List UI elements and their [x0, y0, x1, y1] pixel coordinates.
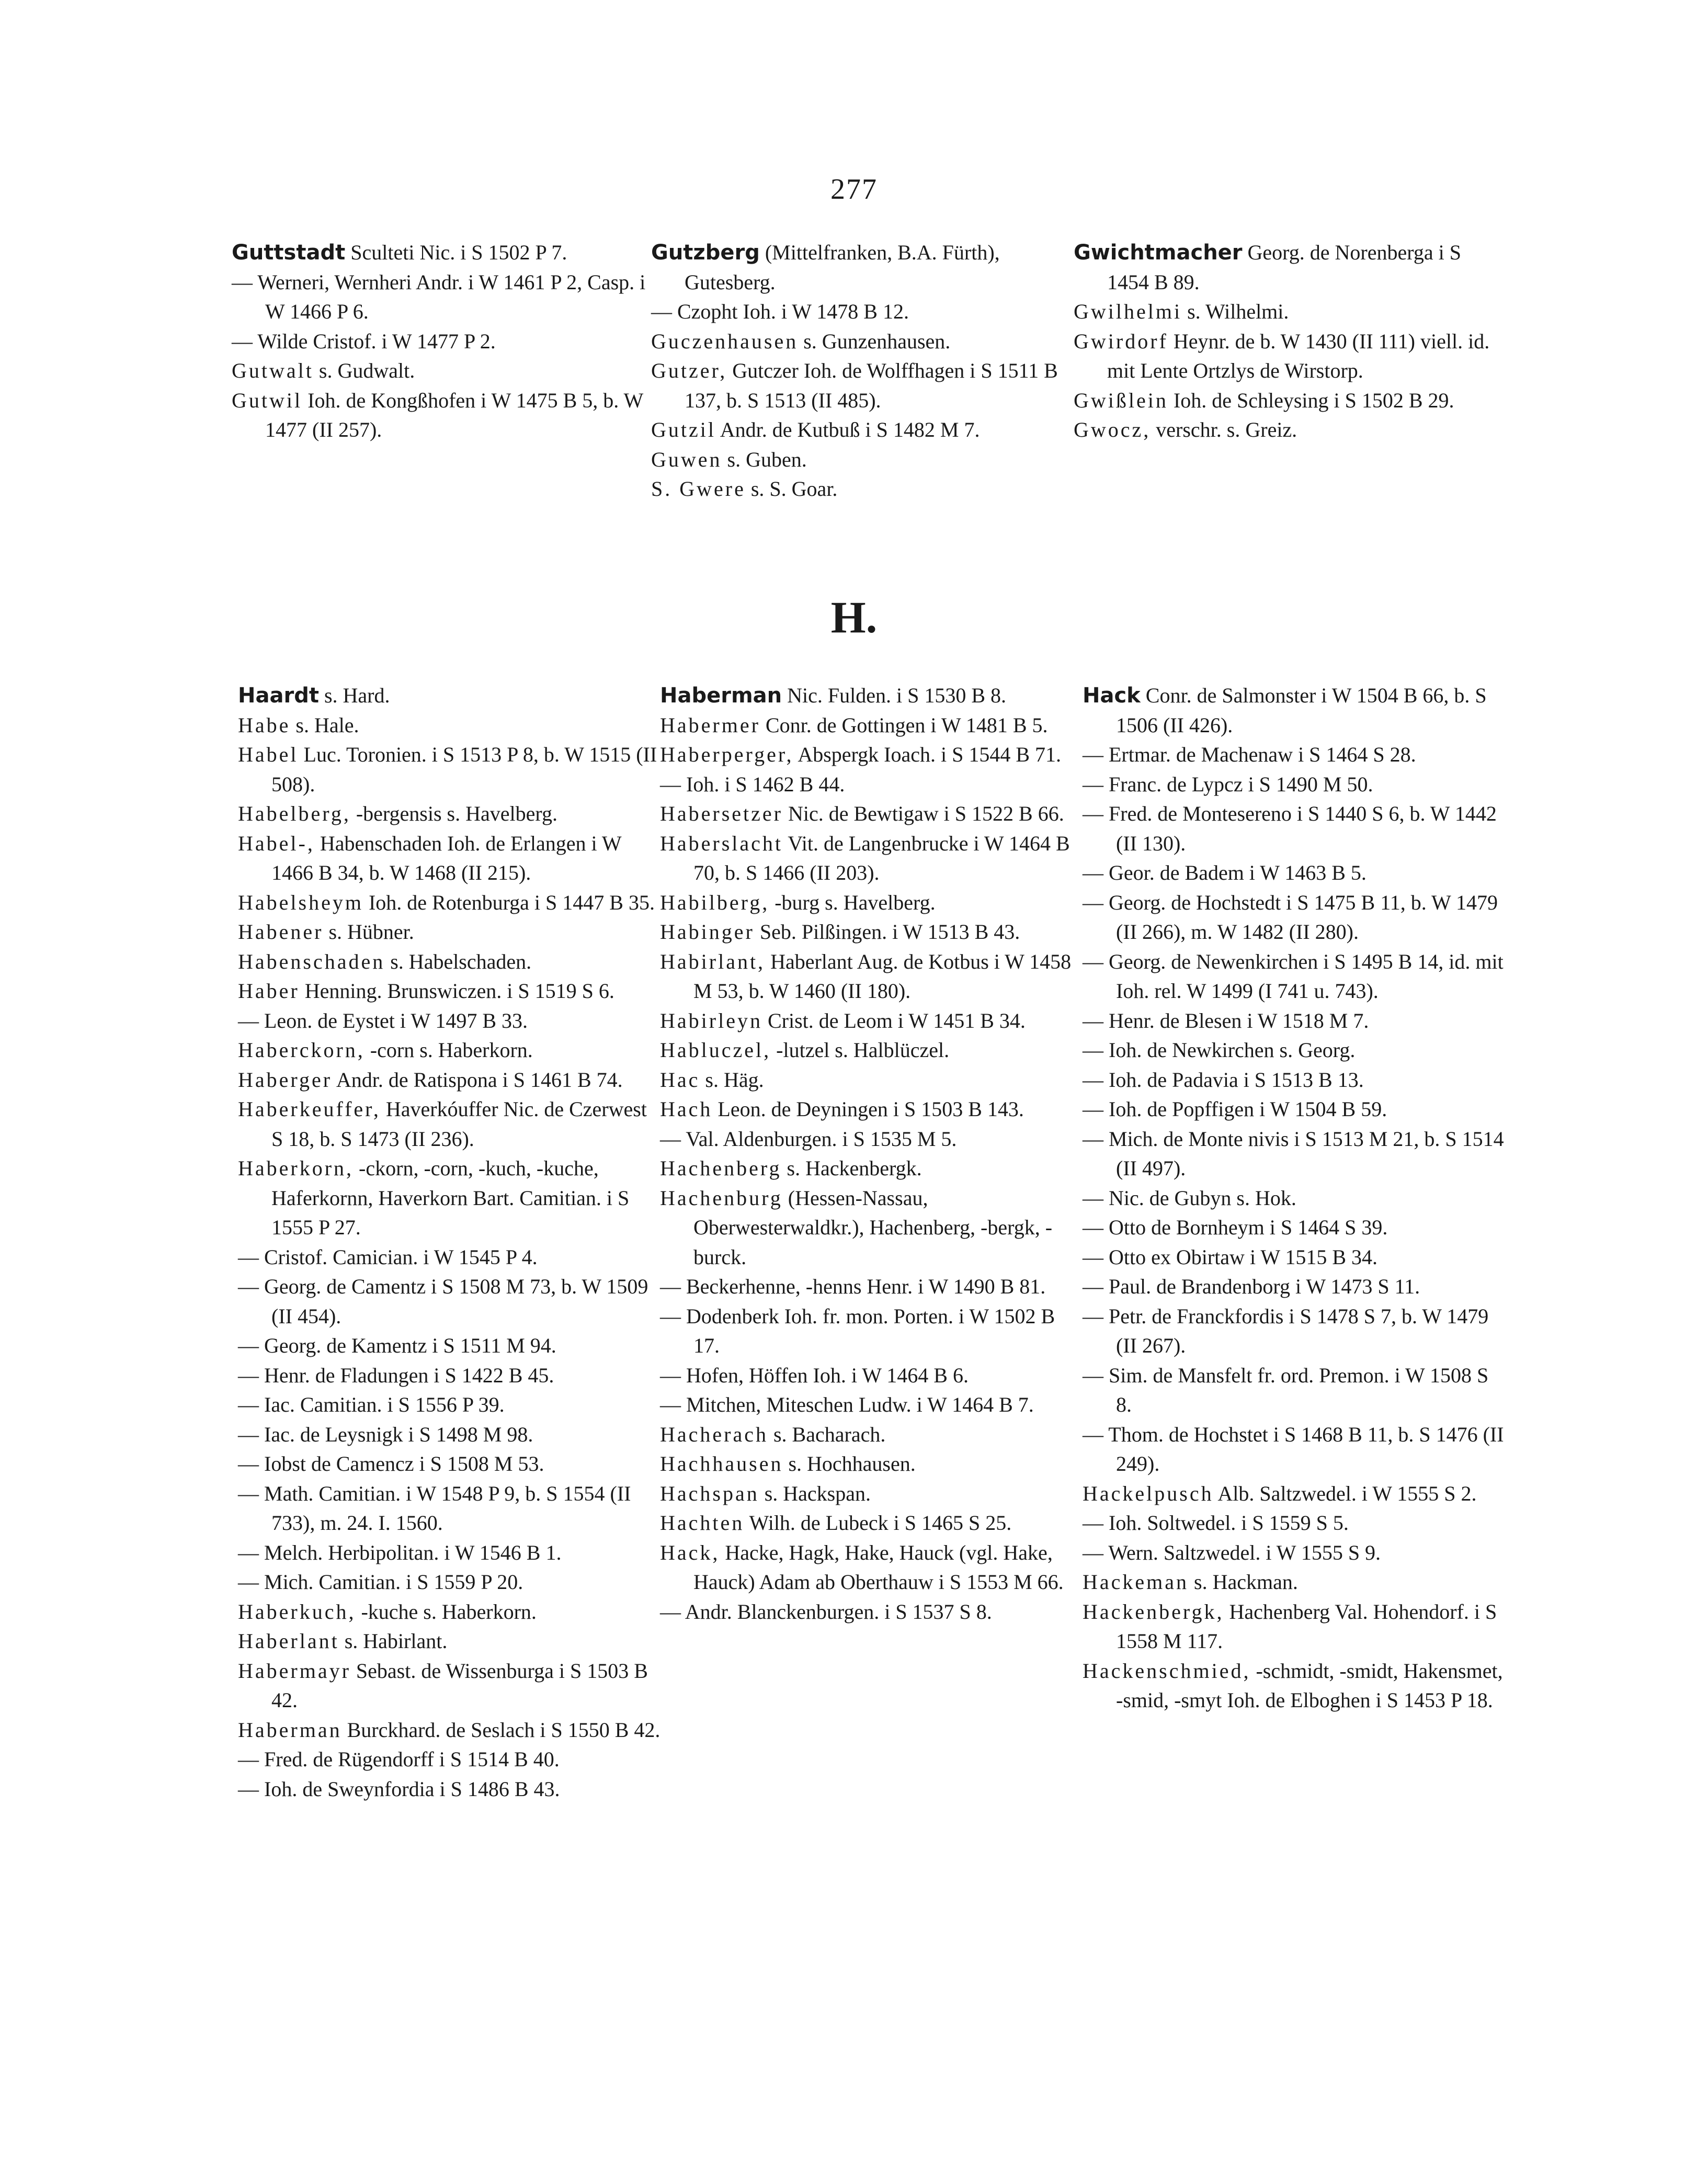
entry-headword: Gwichtmacher [1074, 241, 1243, 265]
dictionary-entry [1083, 1272, 1506, 1302]
entry-headword: Hack, [660, 1540, 720, 1564]
entry-headword: Hackeman [1083, 1570, 1189, 1594]
entry-text: (Mittelfranken, B.A. Fürth), Gutesberg. [685, 241, 1000, 294]
dictionary-entry [238, 1154, 662, 1243]
dictionary-entry [1083, 1125, 1506, 1184]
dictionary-entry [238, 1272, 662, 1331]
dictionary-entry [238, 799, 662, 829]
entry-text: — Otto de Bornheym i S 1464 S 39. [1083, 1216, 1388, 1239]
entry-text: — Melch. Herbipolitan. i W 1546 B 1. [238, 1540, 562, 1564]
dictionary-entry [651, 415, 1075, 445]
entry-text: s. Hackman. [1194, 1570, 1298, 1594]
dictionary-entry [1074, 238, 1497, 297]
dictionary-entry [1083, 1302, 1506, 1361]
entry-text: s. Habelschaden. [390, 949, 532, 973]
dictionary-entry [238, 917, 662, 947]
entry-text: — Petr. de Franckfordis i S 1478 S 7, b. W 1479 (II 267). [1083, 1304, 1489, 1357]
dictionary-entry [238, 1716, 662, 1745]
entry-text: Haverkóuffer Nic. de Czerwest S 18, b. S 1473 (II 236). [271, 1097, 647, 1151]
entry-headword: Hackenschmied, [1083, 1659, 1251, 1683]
entry-headword: Hachenburg [660, 1186, 783, 1210]
dictionary-entry [238, 711, 662, 741]
dictionary-entry [660, 711, 1084, 741]
dictionary-entry [238, 1065, 662, 1095]
entry-headword: Haberger [238, 1068, 333, 1092]
dictionary-entry [660, 1420, 1084, 1450]
entry-headword: Gwißlein [1074, 388, 1168, 412]
entry-text: -ckorn, -corn, -kuch, -kuche, Haferkornn, Haverkorn Bart. Camitian. i S 1555 P 27. [271, 1156, 630, 1239]
dictionary-entry [238, 1479, 662, 1538]
dictionary-entry [1083, 1568, 1506, 1597]
entry-text: Henning. Brunswiczen. i S 1519 S 6. [304, 979, 614, 1003]
dictionary-entry [660, 1036, 1084, 1065]
dictionary-entry [1074, 297, 1497, 327]
entry-text: — Otto ex Obirtaw i W 1515 B 34. [1083, 1245, 1378, 1269]
dictionary-entry [660, 829, 1084, 888]
page-number: 277 [830, 173, 878, 206]
entry-text: Nic. Fulden. i S 1530 B 8. [787, 684, 1007, 707]
entry-headword: Habinger [660, 920, 755, 944]
entry-text: Habenschaden Ioh. de Erlangen i W 1466 B 34, b. W 1468 (II 215). [271, 831, 621, 884]
entry-text: s. Bacharach. [773, 1422, 886, 1446]
dictionary-entry [232, 356, 655, 386]
dictionary-entry [660, 1449, 1084, 1479]
entry-headword: Habel [238, 743, 299, 766]
entry-headword: Haardt [238, 684, 319, 708]
dictionary-entry [660, 1272, 1084, 1302]
entry-headword: Habluczel, [660, 1038, 771, 1062]
entry-text: — Werneri, Wernheri Andr. i W 1461 P 2, Casp. i W 1466 P 6. [232, 270, 646, 323]
dictionary-entry [1083, 770, 1506, 800]
dictionary-entry [1083, 947, 1506, 1006]
entry-text: Ioh. de Rotenburga i S 1447 B 35. [368, 890, 655, 914]
entry-headword: Haberkorn, [238, 1156, 354, 1180]
dictionary-entry [238, 1775, 662, 1804]
dictionary-entry [651, 474, 1075, 504]
entry-headword: Haberkeuffer, [238, 1097, 381, 1121]
entry-text: — Wern. Saltzwedel. i W 1555 S 9. [1083, 1540, 1381, 1564]
entry-text: — Geor. de Badem i W 1463 B 5. [1083, 861, 1367, 884]
main-column-2 [660, 681, 1084, 1627]
dictionary-entry [1083, 1656, 1506, 1716]
entry-headword: Habe [238, 713, 291, 737]
dictionary-entry [238, 740, 662, 799]
entry-text: — Georg. de Hochstedt i S 1475 B 11, b. W 1479 (II 266), m. W 1482 (II 280). [1083, 890, 1498, 944]
entry-text: — Mich. Camitian. i S 1559 P 20. [238, 1570, 523, 1594]
entry-text: — Henr. de Blesen i W 1518 M 7. [1083, 1008, 1369, 1032]
entry-text: Hacke, Hagk, Hake, Hauck (vgl. Hake, Hauck) Adam ab Oberthauw i S 1553 M 66. [693, 1540, 1064, 1594]
dictionary-entry [660, 888, 1084, 918]
entry-text: — Andr. Blanckenburgen. i S 1537 S 8. [660, 1599, 992, 1623]
entry-text: — Georg. de Newenkirchen i S 1495 B 14, id. mit Ioh. rel. W 1499 (I 741 u. 743). [1083, 949, 1504, 1003]
entry-text: Conr. de Gottingen i W 1481 B 5. [765, 713, 1048, 737]
entry-text: — Henr. de Fladungen i S 1422 B 45. [238, 1363, 554, 1387]
entry-text: (Hessen-Nassau, Oberwesterwaldkr.), Hachenberg, -bergk, -burck. [693, 1186, 1053, 1269]
entry-headword: Hac [660, 1068, 700, 1092]
dictionary-entry [238, 977, 662, 1006]
dictionary-entry [238, 1361, 662, 1391]
dictionary-entry [660, 740, 1084, 770]
entry-text: s. S. Goar. [750, 477, 838, 501]
entry-text: Burckhard. de Seslach i S 1550 B 42. [347, 1718, 661, 1742]
dictionary-entry [651, 356, 1075, 415]
entry-text: — Wilde Cristof. i W 1477 P 2. [232, 329, 496, 353]
entry-text: s. Häg. [705, 1068, 764, 1092]
dictionary-entry [1074, 415, 1497, 445]
entry-text: — Fred. de Rügendorff i S 1514 B 40. [238, 1747, 560, 1771]
dictionary-entry [238, 1006, 662, 1036]
entry-headword: Gutwalt [232, 359, 314, 382]
dictionary-entry [660, 1597, 1084, 1627]
entry-headword: Habener [238, 920, 324, 944]
entry-headword: Haberslacht [660, 831, 783, 855]
entry-headword: Gutzer, [651, 359, 727, 382]
entry-headword: Hachten [660, 1511, 745, 1535]
entry-headword: Habilberg, [660, 890, 770, 914]
entry-text: Hachenberg Val. Hohendorf. i S 1558 M 117. [1116, 1599, 1497, 1653]
entry-text: Heynr. de b. W 1430 (II 111) viell. id. mit Lente Ortzlys de Wirstorp. [1107, 329, 1490, 382]
dictionary-entry [238, 1568, 662, 1597]
entry-text: Leon. de Deyningen i S 1503 B 143. [718, 1097, 1024, 1121]
entry-headword: Haberman [238, 1718, 342, 1742]
entry-text: — Nic. de Gubyn s. Hok. [1083, 1186, 1296, 1210]
dictionary-entry [1083, 1420, 1506, 1479]
entry-text: -corn s. Haberkorn. [370, 1038, 533, 1062]
entry-headword: Habirlant, [660, 949, 766, 973]
entry-headword: Habirleyn [660, 1008, 762, 1032]
entry-text: — Val. Aldenburgen. i S 1535 M 5. [660, 1127, 957, 1151]
dictionary-entry [1083, 1479, 1506, 1509]
entry-headword: Habermayr [238, 1659, 351, 1683]
dictionary-entry [238, 1538, 662, 1568]
dictionary-entry [238, 1036, 662, 1065]
dictionary-entry [238, 1095, 662, 1154]
dictionary-entry [1083, 1006, 1506, 1036]
entry-text: Conr. de Salmonster i W 1504 B 66, b. S 1506 (II 426). [1116, 684, 1487, 737]
dictionary-entry [660, 770, 1084, 800]
entry-text: Haberlant Aug. de Kotbus i W 1458 M 53, b. W 1460 (II 180). [693, 949, 1072, 1003]
dictionary-entry [1083, 1213, 1506, 1243]
entry-headword: Guwen [651, 447, 722, 471]
entry-text: -burg s. Havelberg. [775, 890, 936, 914]
dictionary-entry [651, 327, 1075, 357]
entry-text: — Leon. de Eystet i W 1497 B 33. [238, 1008, 528, 1032]
dictionary-entry [660, 1302, 1084, 1361]
main-column-1 [238, 681, 662, 1804]
entry-text: Sebast. de Wissenburga i S 1503 B 42. [271, 1659, 648, 1712]
entry-text: — Mitchen, Miteschen Ludw. i W 1464 B 7. [660, 1393, 1034, 1416]
entry-headword: Haber [238, 979, 300, 1003]
dictionary-entry [660, 1184, 1084, 1273]
entry-text: — Math. Camitian. i W 1548 P 9, b. S 1554 (II 733), m. 24. I. 1560. [238, 1481, 631, 1535]
entry-text: — Beckerhenne, -henns Henr. i W 1490 B 81. [660, 1275, 1046, 1298]
entry-text: — Ioh. de Padavia i S 1513 B 13. [1083, 1068, 1364, 1092]
dictionary-entry [660, 917, 1084, 947]
entry-headword: Hachspan [660, 1481, 759, 1505]
entry-headword: Hacherach [660, 1422, 768, 1446]
entry-text: — Iac. de Leysnigk i S 1498 M 98. [238, 1422, 533, 1446]
entry-headword: S. Gwere [651, 477, 746, 501]
dictionary-entry [660, 799, 1084, 829]
entry-headword: Hachenberg [660, 1156, 782, 1180]
entry-text: -kuche s. Haberkorn. [361, 1599, 537, 1623]
entry-text: Abspergk Ioach. i S 1544 B 71. [798, 743, 1062, 766]
entry-text: — Ioh. i S 1462 B 44. [660, 772, 845, 796]
dictionary-entry [660, 1390, 1084, 1420]
entry-headword: Habersetzer [660, 802, 783, 825]
dictionary-entry [238, 888, 662, 918]
entry-headword: Gutzil [651, 418, 716, 441]
dictionary-entry [1083, 1538, 1506, 1568]
entry-text: s. Hochhausen. [788, 1452, 916, 1475]
entry-text: s. Gudwalt. [318, 359, 415, 382]
entry-text: — Ioh. de Newkirchen s. Georg. [1083, 1038, 1356, 1062]
entry-text: Andr. de Ratispona i S 1461 B 74. [336, 1068, 623, 1092]
entry-headword: Haberckorn, [238, 1038, 365, 1062]
entry-text: Georg. de Norenberga i S 1454 B 89. [1107, 241, 1461, 294]
entry-text: Wilh. de Lubeck i S 1465 S 25. [749, 1511, 1012, 1535]
entry-headword: Gutzberg [651, 241, 760, 265]
entry-text: — Ertmar. de Machenaw i S 1464 S 28. [1083, 743, 1416, 766]
dictionary-entry [238, 1745, 662, 1775]
dictionary-entry [660, 1065, 1084, 1095]
entry-text: -lutzel s. Halblüczel. [776, 1038, 950, 1062]
dictionary-entry [1083, 681, 1506, 740]
entry-headword: Hachhausen [660, 1452, 783, 1475]
section-letter: H. [830, 592, 878, 642]
dictionary-entry [238, 1420, 662, 1450]
entry-headword: Gutwil [232, 388, 303, 412]
entry-headword: Haberkuch, [238, 1599, 356, 1623]
dictionary-entry [1083, 1508, 1506, 1538]
entry-text: Seb. Pilßingen. i W 1513 B 43. [759, 920, 1020, 944]
entry-headword: Gwilhelmi [1074, 300, 1182, 323]
entry-text: s. Guben. [727, 447, 807, 471]
entry-headword: Haberman [660, 684, 782, 708]
dictionary-entry [660, 681, 1084, 711]
dictionary-entry [651, 297, 1075, 327]
entry-text: — Mich. de Monte nivis i S 1513 M 21, b. S 1514 (II 497). [1083, 1127, 1504, 1180]
entry-headword: Hach [660, 1097, 713, 1121]
entry-headword: Habelsheym [238, 890, 363, 914]
dictionary-entry [1083, 858, 1506, 888]
dictionary-entry [238, 1597, 662, 1627]
entry-text: — Franc. de Lypcz i S 1490 M 50. [1083, 772, 1373, 796]
entry-text: — Ioh. Soltwedel. i S 1559 S 5. [1083, 1511, 1349, 1535]
entry-text: — Czopht Ioh. i W 1478 B 12. [651, 300, 909, 323]
entry-text: — Iac. Camitian. i S 1556 P 39. [238, 1393, 505, 1416]
dictionary-entry [660, 1125, 1084, 1154]
dictionary-entry [660, 1479, 1084, 1509]
entry-text: -bergensis s. Havelberg. [356, 802, 557, 825]
dictionary-entry [238, 1243, 662, 1273]
dictionary-entry [1083, 1036, 1506, 1065]
entry-text: s. Hackspan. [764, 1481, 871, 1505]
dictionary-entry [660, 1095, 1084, 1125]
entry-headword: Gwocz, [1074, 418, 1151, 441]
entry-headword: Habenschaden [238, 949, 385, 973]
entry-text: -schmidt, -smidt, Hakensmet, -smid, -smyt Ioh. de Elboghen i S 1453 P 18. [1116, 1659, 1503, 1712]
dictionary-entry [651, 238, 1075, 297]
entry-headword: Habermer [660, 713, 760, 737]
entry-text: Alb. Saltzwedel. i W 1555 S 2. [1217, 1481, 1477, 1505]
entry-text: s. Gunzenhausen. [803, 329, 951, 353]
dictionary-entry [232, 238, 655, 268]
dictionary-entry [1074, 327, 1497, 386]
dictionary-entry [1083, 1361, 1506, 1420]
top-column-2 [651, 238, 1075, 504]
entry-text: — Thom. de Hochstet i S 1468 B 11, b. S 1476 (II 249). [1083, 1422, 1504, 1475]
dictionary-entry [1083, 1065, 1506, 1095]
entry-headword: Gwirdorf [1074, 329, 1168, 353]
dictionary-entry [660, 1508, 1084, 1538]
entry-headword: Hackelpusch [1083, 1481, 1214, 1505]
entry-text: s. Habirlant. [344, 1629, 448, 1653]
entry-text: Ioh. de Kongßhofen i W 1475 B 5, b. W 1477 (II 257). [265, 388, 643, 441]
top-column-3 [1074, 238, 1497, 445]
top-column-1 [232, 238, 655, 445]
entry-text: s. Wilhelmi. [1187, 300, 1289, 323]
dictionary-entry [238, 1627, 662, 1656]
entry-headword: Guttstadt [232, 241, 346, 265]
entry-text: Gutczer Ioh. de Wolffhagen i S 1511 B 137, b. S 1513 (II 485). [685, 359, 1058, 412]
entry-text: — Georg. de Kamentz i S 1511 M 94. [238, 1334, 556, 1357]
entry-text: s. Hard. [324, 684, 390, 707]
entry-headword: Habelberg, [238, 802, 351, 825]
dictionary-entry [1083, 740, 1506, 770]
entry-text: Luc. Toronien. i S 1513 P 8, b. W 1515 (II 508). [271, 743, 657, 796]
dictionary-entry [660, 1154, 1084, 1184]
main-column-3 [1083, 681, 1506, 1716]
dictionary-entry [660, 1538, 1084, 1597]
entry-text: — Ioh. de Popffigen i W 1504 B 59. [1083, 1097, 1387, 1121]
dictionary-entry [1083, 1597, 1506, 1656]
entry-text: — Georg. de Camentz i S 1508 M 73, b. W 1509 (II 454). [238, 1275, 648, 1328]
entry-text: s. Hübner. [328, 920, 414, 944]
entry-text: Nic. de Bewtigaw i S 1522 B 66. [788, 802, 1064, 825]
entry-text: Vit. de Langenbrucke i W 1464 B 70, b. S 1466 (II 203). [693, 831, 1070, 884]
dictionary-entry [238, 1656, 662, 1716]
entry-text: — Paul. de Brandenborg i W 1473 S 11. [1083, 1275, 1420, 1298]
dictionary-entry [1083, 799, 1506, 858]
dictionary-entry [238, 947, 662, 977]
dictionary-entry [1083, 888, 1506, 947]
entry-headword: Habel-, [238, 831, 315, 855]
dictionary-entry [651, 445, 1075, 475]
dictionary-entry [232, 327, 655, 357]
dictionary-entry [660, 1006, 1084, 1036]
entry-text: Crist. de Leom i W 1451 B 34. [767, 1008, 1026, 1032]
entry-text: s. Hackenbergk. [787, 1156, 922, 1180]
dictionary-entry [1083, 1243, 1506, 1273]
dictionary-entry [232, 268, 655, 327]
entry-text: Ioh. de Schleysing i S 1502 B 29. [1173, 388, 1454, 412]
entry-headword: Guczenhausen [651, 329, 799, 353]
dictionary-entry [238, 1331, 662, 1361]
entry-text: — Ioh. de Sweynfordia i S 1486 B 43. [238, 1777, 560, 1801]
dictionary-entry [1083, 1184, 1506, 1213]
entry-text: — Iobst de Camencz i S 1508 M 53. [238, 1452, 544, 1475]
dictionary-entry [238, 681, 662, 711]
entry-text: — Dodenberk Ioh. fr. mon. Porten. i W 1502 B 17. [660, 1304, 1055, 1357]
entry-text: — Sim. de Mansfelt fr. ord. Premon. i W 1508 S 8. [1083, 1363, 1489, 1416]
entry-headword: Hackenbergk, [1083, 1599, 1224, 1623]
dictionary-entry [238, 1449, 662, 1479]
dictionary-entry [660, 1361, 1084, 1391]
entry-text: Sculteti Nic. i S 1502 P 7. [350, 241, 567, 264]
dictionary-entry [1083, 1095, 1506, 1125]
entry-text: — Cristof. Camician. i W 1545 P 4. [238, 1245, 538, 1269]
dictionary-entry [232, 386, 655, 445]
dictionary-entry [660, 947, 1084, 1006]
dictionary-entry [238, 1390, 662, 1420]
dictionary-entry [1074, 386, 1497, 416]
entry-headword: Haberperger, [660, 743, 794, 766]
entry-headword: Hack [1083, 684, 1141, 708]
entry-text: — Hofen, Höffen Ioh. i W 1464 B 6. [660, 1363, 969, 1387]
entry-headword: Haberlant [238, 1629, 339, 1653]
entry-text: — Fred. de Montesereno i S 1440 S 6, b. W 1442 (II 130). [1083, 802, 1497, 855]
entry-text: verschr. s. Greiz. [1156, 418, 1297, 441]
entry-text: s. Hale. [295, 713, 359, 737]
dictionary-entry [238, 829, 662, 888]
entry-text: Andr. de Kutbuß i S 1482 M 7. [720, 418, 980, 441]
